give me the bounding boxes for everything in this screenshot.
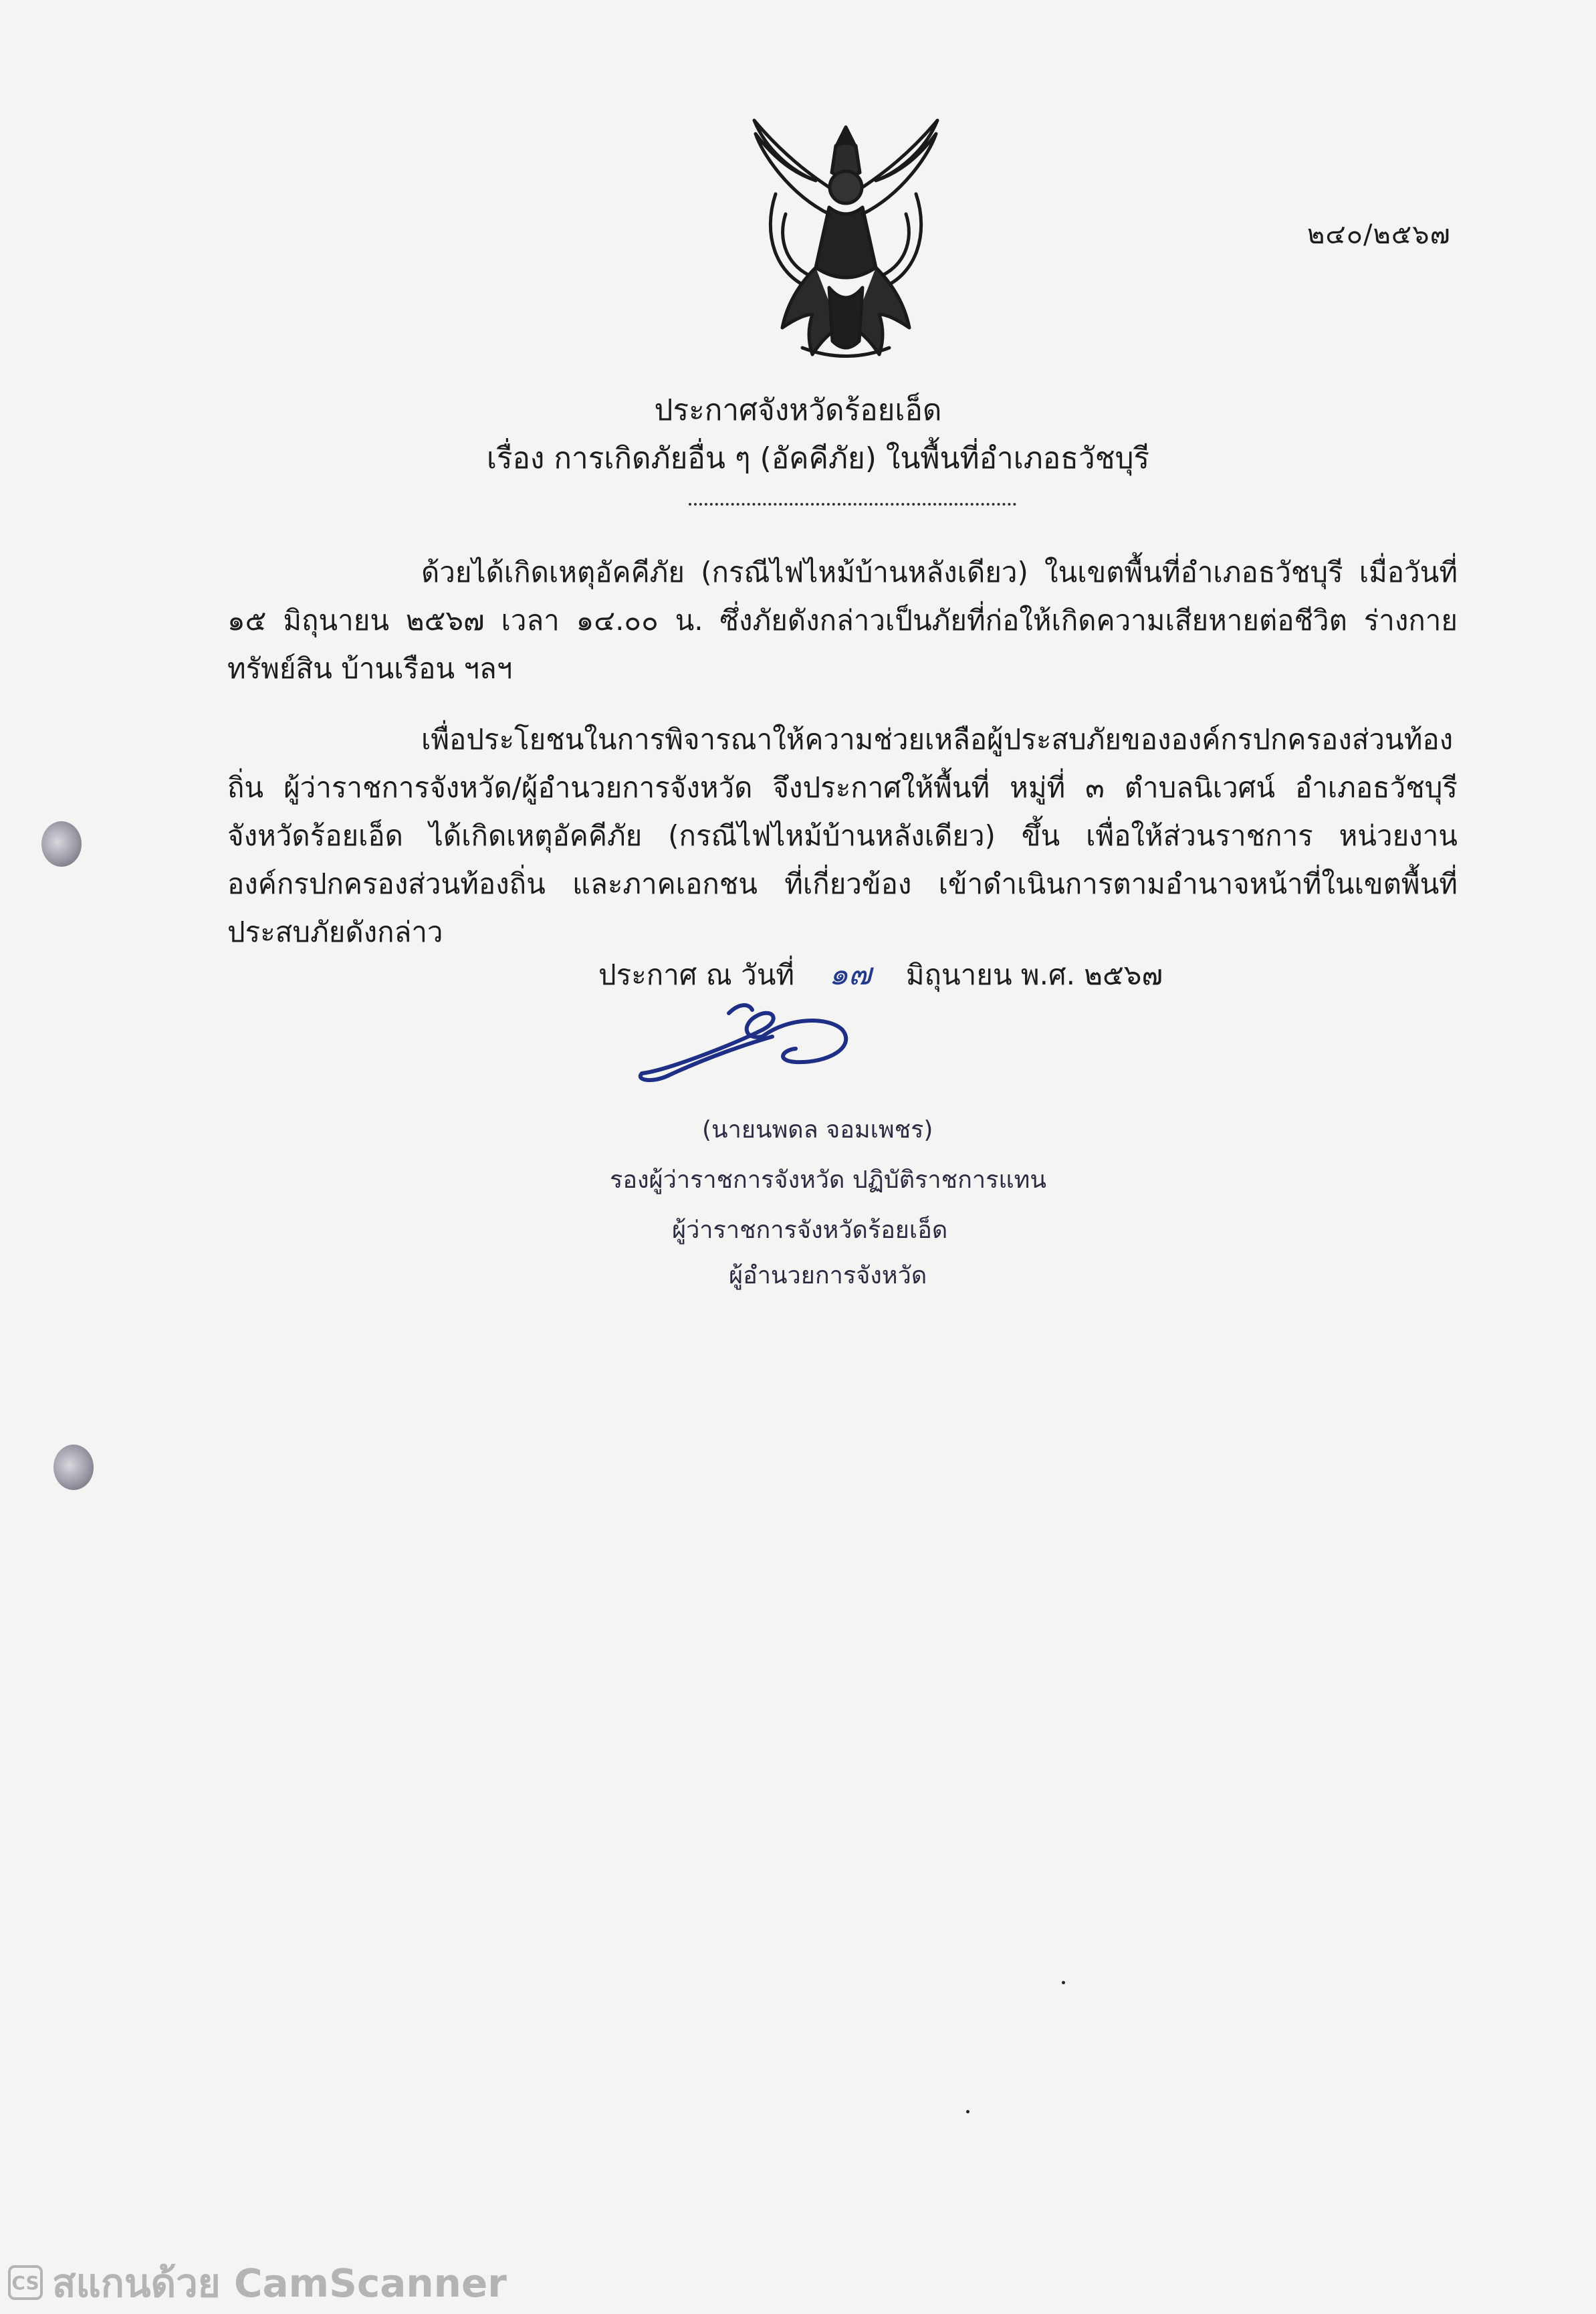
announcement-subject: เรื่อง การเกิดภัยอื่น ๆ (อัคคีภัย) ในพื้นที่อำเภอธวัชบุรี	[486, 441, 1150, 476]
body-paragraph-1	[227, 548, 1458, 693]
paragraph-1-text: ด้วยได้เกิดเหตุอัคคีภัย (กรณีไฟไหม้บ้านหลังเดียว) ในเขตพื้นที่อำเภอธวัชบุรี เมื่อวันที่ ๑๕ มิถุนายน ๒๕๖๗ เวลา ๑๔.๐๐ น. ซึ่งภัยดังกล่าวเป็นภัยที่ก่อให้เกิดความเสียหายต่อชีวิต ร่างกาย ทรัพย์สิน บ้านเรือน ฯลฯ	[227, 556, 1458, 685]
signatory-name: (นายนพดล จอมเพชร)	[702, 1116, 933, 1144]
date-suffix: มิถุนายน พ.ศ. ๒๕๖๗	[905, 958, 1163, 991]
scan-speck	[966, 2110, 970, 2113]
signatory-position-1: รองผู้ว่าราชการจังหวัด ปฏิบัติราชการแทน	[610, 1166, 1046, 1194]
title-divider	[689, 503, 1016, 506]
garuda-emblem-icon	[735, 114, 956, 368]
paragraph-2-text: เพื่อประโยชนในการพิจารณาให้ความช่วยเหลือผู้ประสบภัยขององค์กรปกครองส่วนท้องถิ่น ผู้ว่าราชการจังหวัด/ผู้อำนวยการจังหวัด จึงประกาศให้พื้นที่ หมู่ที่ ๓ ตำบลนิเวศน์ อำเภอธวัชบุรี จังหวัดร้อยเอ็ด ได้เกิดเหตุอัคคีภัย (กรณีไฟไหม้บ้านหลังเดียว) ขึ้น เพื่อให้ส่วนราชการ หน่วยงาน องค์กรปกครองส่วนท้องถิ่น และภาคเอกชน ที่เกี่ยวข้อง เข้าดำเนินการตามอำนาจหน้าที่ในเขตพื้นที่ประสบภัยดังกล่าว	[227, 723, 1458, 948]
punch-hole-bottom	[53, 1445, 94, 1490]
body-paragraph-2	[227, 716, 1458, 956]
handwritten-signature	[629, 990, 869, 1090]
signatory-position-3: ผู้อำนวยการจังหวัด	[729, 1262, 927, 1289]
document-number: ๒๔๐/๒๕๖๗	[1307, 219, 1451, 250]
punch-hole-top	[41, 821, 82, 867]
camscanner-text: สแกนด้วย CamScanner	[52, 2260, 507, 2306]
date-day-handwritten: ๑๗	[828, 956, 872, 992]
scan-speck	[1062, 1981, 1065, 1984]
camscanner-logo-icon: CS	[8, 2265, 43, 2300]
signatory-position-2: ผู้ว่าราชการจังหวัดร้อยเอ็ด	[672, 1217, 948, 1244]
camscanner-watermark	[8, 2259, 507, 2306]
announcement-title: ประกาศจังหวัดร้อยเอ็ด	[654, 393, 942, 427]
date-prefix: ประกาศ ณ วันที่	[598, 958, 795, 991]
